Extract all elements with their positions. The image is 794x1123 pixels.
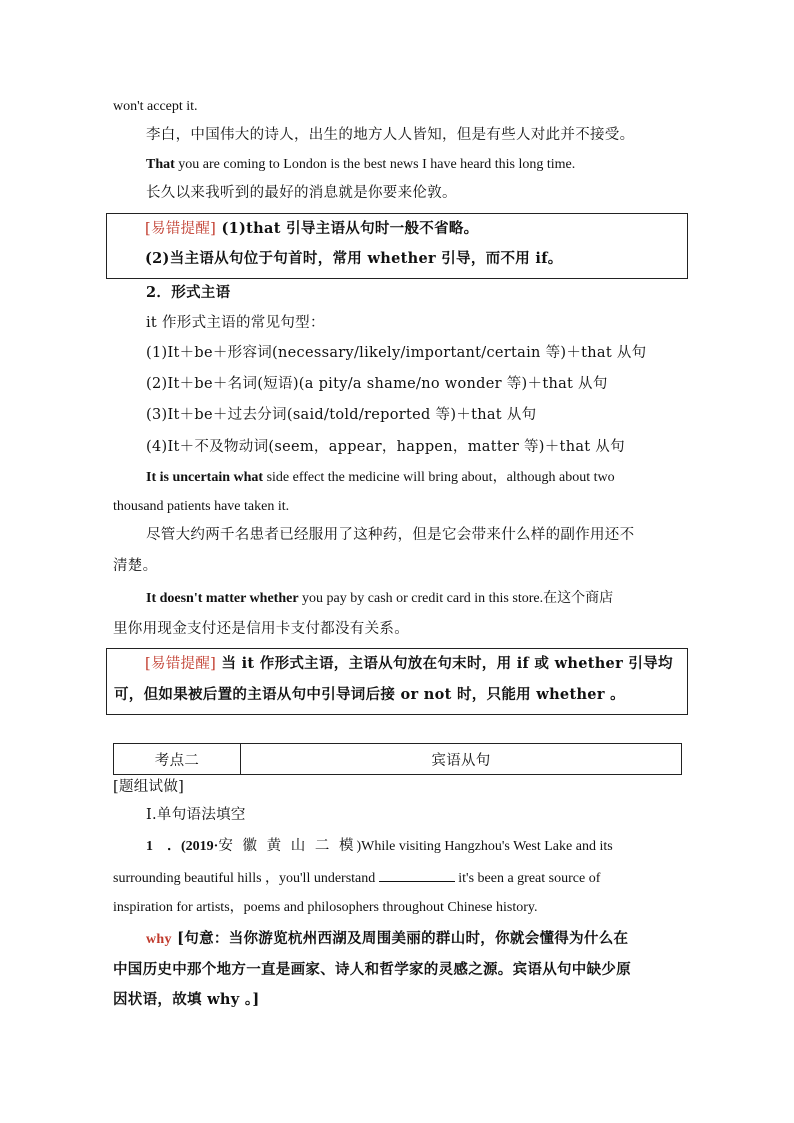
reminder-line: (2)当主语从句位于句首时，常用 whether 引导，而不用 if。 [145,250,563,267]
topic-table [113,743,682,775]
topic-label: 考点二 [114,744,241,775]
practice-tag: [题组试做] [113,779,185,795]
reminder-line [145,654,673,674]
text-line [146,155,575,175]
question-text: surrounding beautiful hills ，you'll understand [113,871,379,886]
answer-word: why [146,932,172,947]
reminder-tag: [易错提醒] [145,221,217,237]
reminder-tag: [易错提醒] [145,656,217,672]
example-sentence: thousand patients have taken it. [113,499,290,514]
practice-subheading: Ⅰ.单句语法填空 [146,807,246,823]
topic-title: 宾语从句 [241,744,682,775]
sentence-text: you are coming to London is the best news I have heard this long time. [174,157,576,172]
translation-line: 里你用现金支付还是信用卡支付都没有关系。 [113,621,409,637]
question-line [146,836,613,857]
text-line: it 作形式主语的常见句型： [146,315,325,331]
text-line: won't accept it. [113,99,198,114]
question-text: )While visiting Hangzhou's West Lake and its [356,839,613,854]
reminder-text: (1)that 引导主语从句时一般不省略。 [216,220,479,237]
translation-line: 尽管大约两千名患者已经服用了这种药，但是它会带来什么样的副作用还不 [146,527,635,543]
bold-phrase: It doesn't matter whether [146,591,299,606]
text-line: 李白，中国伟大的诗人，出生的地方人人皆知，但是有些人对此并不接受。 [146,127,635,143]
pattern-item: (3)It＋be＋过去分词(said/told/reported 等)＋that 从句 [146,407,537,423]
question-number: 1 ．(2019· [146,839,219,854]
question-line: inspiration for artists，poems and philosophers throughout Chinese history. [113,900,538,915]
sentence-text: side effect the medicine will bring about，although about two [263,470,615,485]
explanation-line: 中国历史中那个地方一直是画家、诗人和哲学家的灵感之源。宾语从句中缺少原 [113,961,631,978]
translation-line: 清楚。 [113,558,158,574]
example-sentence [146,468,615,488]
question-source: 安 徽 黄 山 二 模 [218,838,357,854]
bold-phrase: It is uncertain what [146,470,264,485]
bold-phrase: That [146,157,175,172]
question-text: it's been a great source of [454,871,601,886]
section-heading: 2．形式主语 [146,284,231,301]
question-line [113,867,600,889]
reminder-line [145,219,478,239]
pattern-item: (4)It＋不及物动词(seem，appear，happen，matter 等)＋that 从句 [146,439,625,455]
error-reminder-box [106,213,688,279]
error-reminder-box [106,648,688,715]
reminder-line: 可，但如果被后置的主语从句中引导词后接 or not 时，只能用 whether 。 [114,686,625,703]
pattern-item: (2)It＋be＋名词(短语)(a pity/a shame/no wonder 等)＋that 从句 [146,376,608,392]
answer-line [146,929,628,950]
answer-blank [379,867,455,882]
example-sentence [146,589,613,609]
sentence-text: you pay by cash or credit card in this store.在这个商店 [298,591,614,606]
explanation-text: [句意：当你游览杭州西湖及周围美丽的群山时，你就会懂得为什么在 [171,930,629,947]
text-line: 长久以来我听到的最好的消息就是你要来伦敦。 [146,185,457,201]
reminder-text: 当 it 作形式主语，主语从句放在句末时，用 if 或 whether 引导均 [216,655,673,672]
explanation-line: 因状语，故填 why 。] [113,991,260,1008]
pattern-item: (1)It＋be＋形容词(necessary/likely/important/certain 等)＋that 从句 [146,345,647,361]
